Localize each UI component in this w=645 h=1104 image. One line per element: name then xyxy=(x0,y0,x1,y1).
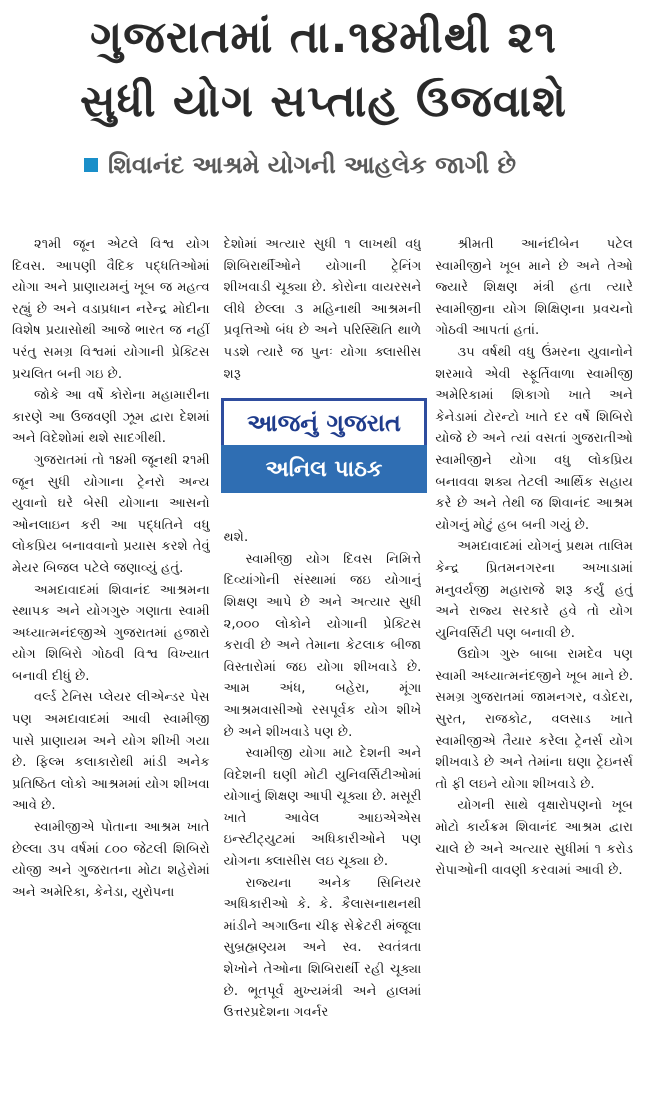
headline-line-2: સુધી યોગ સપ્તાહ ઉજવાશે xyxy=(80,76,567,127)
paragraph: અમદાવાદમાં યોગનું પ્રથમ તાલિમ કેન્દ્ર પ્રિતમનગરના અખાડામાં મનુવર્યજી મહારાજે શરૂ કર્યું હતું અને રાજ્ય સરકારે હવે તો યોગ યુનિવર્સિટી પણ બનાવી છે. xyxy=(435,539,634,641)
paragraph: જોકે આ વર્ષે કોરોના મહામારીના કારણે આ ઉજવણી ઝૂમ દ્વારા દેશમાં અને વિદેશોમાં થશે સાદગીથી. xyxy=(12,388,210,447)
subheadline-text: શિવાનંદ આશ્રમે યોગની આહલેક જાગી છે xyxy=(108,151,517,179)
paragraph: સ્વામીજી યોગા માટે દેશની અને વિદેશની ઘણી મોટી યુનિવર્સિટીઓમાં યોગાનું શિક્ષણ આપી ચૂક્યા છે. મસૂરી ખાતે આવેલ આઇએએસ ઇન્સ્ટીટ્યુટમાં અધિકારીઓને પણ યોગના ક્લાસીસ લઇ ચૂક્યા છે. xyxy=(223,746,422,870)
subheadline xyxy=(84,148,633,182)
column-title: આજનું ગુજરાત xyxy=(221,398,427,445)
paragraph: વર્લ્ડ ટેનિસ પ્લેયર લીએન્ડર પેસ પણ અમદાવાદમાં આવી સ્વામીજી પાસે પ્રાણાયમ અને યોગ શીખી ગયા છે. ફિલ્મ કલાકારોથી માંડી અનેક પ્રતિષ્ઠિત લોકો આશ્રમમાં યોગ શીખવા આવે છે. xyxy=(12,690,210,814)
article-columns xyxy=(12,234,633,1094)
paragraph: શ્રીમતી આનંદીબેન પટેલ સ્વામીજીને ખૂબ માને છે અને તેઓ જ્યારે શિક્ષણ મંત્રી હતા ત્યારે સ્વામીજીના યોગ શિક્ષિણના પ્રવચનો ગોઠવી આપતાં હતાં. xyxy=(435,237,634,339)
paragraph: રાજ્યના અનેક સિનિયર અધિકારીઓ કે. કે. કૈલાસનાથનથી માંડીને અગાઉના ચીફ સેક્રેટરી મંજૂલા સુબ્રહ્મણ્યમ અને સ્વ. સ્વતંત્રતા શેખોને તેઓના શિબિરાર્થી રહી ચૂક્યા છે. ભૂતપૂર્વ મુખ્યમંત્રી અને હાલમાં ઉત્તરપ્રદેશના ગવર્નર xyxy=(223,875,422,1021)
paragraph: યોગની સાથે વૃક્ષારોપણનો ખૂબ મોટો કાર્યક્રમ શિવાનંદ આશ્રમ દ્વારા ચાલે છે અને અત્યાર સુધીમાં ૧ કરોડ રોપાઓની વાવણી કરવામાં આવી છે. xyxy=(435,798,634,879)
paragraph: ઉદ્યોગ ગુરુ બાબા રામદેવ પણ સ્વામી અધ્યાત્મનંદજીને ખૂબ માને છે. સમગ્ર ગુજરાતમાં જામનગર, વડોદરા, સુરત, રાજકોટ, વલસાડ ખાતે સ્વામીજીએ તૈયાર કરેલા ટ્રેનર્સ યોગ શીખવાડે છે અને તેમાંના ઘણા ટ્રેઇનર્સ તો ફી લઇને યોગા શીખવાડે છે. xyxy=(435,647,634,792)
headline xyxy=(14,6,633,134)
square-bullet-icon xyxy=(84,158,98,172)
headline-line-1: ગુજરાતમાં તા.૧૪મીથી ૨૧ xyxy=(90,12,557,63)
column-2 xyxy=(224,234,422,1094)
paragraph: સ્વામીજી યોગ દિવસ નિમિત્તે દિવ્યાંગોની સંસ્થામાં જઇ યોગાનું શિક્ષણ આપે છે અને અત્યાર સુધી ૨,૦૦૦ લોકોને યોગાની પ્રેક્ટિસ કરાવી છે અને તેમાના કેટલાક બીજા વિસ્તારોમાં જઇ યોગા શીખવાડે છે. આમ અંધ, બહેરા, મૂંગા આશ્રમવાસીઓ રસપૂર્વક યોગ શીખે છે અને શીખવાડે પણ છે. xyxy=(223,551,422,740)
column-badge xyxy=(221,398,427,496)
paragraph: ગુજરાતમાં તો ૧૪મી જૂનથી ૨૧મી જૂન સુધી યોગાના ટ્રેનરો અન્ય યુવાનો ઘરે બેસી યોગાના આસનો ઓનલાઇન કરી આ પદ્ધતિને વધુ લોકપ્રિય બનાવવાનો પ્રયાસ કરશે તેવું મેયર બિજલ પટેલે જણાવ્યું હતું. xyxy=(12,452,210,576)
column-3 xyxy=(435,234,633,1094)
column-1 xyxy=(12,234,210,1094)
paragraph: ૩૫ વર્ષથી વધુ ઉંમરના યુવાનોને શરમાવે એવી સ્ફૂર્તિવાળા સ્વામીજી અમેરિકામાં શિકાગો ખાતે અને કેનેડામાં ટોરન્ટો ખાતે દર વર્ષે શિબિરો યોજે છે અને ત્યાં વસતાં ગુજરાતીઓ સ્વામીજીને યોગા વધુ લોકપ્રિય બનાવવા શક્ય તેટલી આર્થિક સહાય કરે છે અને તેથી જ શિવાનંદ આશ્રમ યોગનું મોટું હબ બની ગયું છે. xyxy=(435,344,634,533)
paragraph: અમદાવાદમાં શિવાનંદ આશ્રમના સ્થાપક અને યોગગુરુ ગણાતા સ્વામી અધ્યાત્મનંદજીએ ગુજરાતમાં હજારો યોગ શિબિરો ગોઠવી વિશ્વ વિખ્યાત બનાવી દીધું છે. xyxy=(12,582,210,684)
paragraph: સ્વામીજીએ પોતાના આશ્રમ ખાતે છેલ્લા ૩૫ વર્ષમાં ૮૦૦ જેટલી શિબિરો યોજી અને ગુજરાતના મોટા શહેરોમાં અને અમેરિકા, કેનેડા, યુરોપના xyxy=(12,820,210,900)
paragraph: થશે. xyxy=(223,530,249,546)
author-name: અનિલ પાઠક xyxy=(221,445,427,493)
paragraph: દેશોમાં અત્યાર સુધી ૧ લાખથી વધુ શિબિરાર્થીઓને યોગાની ટ્રેનિંગ શીખવાડી ચૂક્યા છે. કોરોના વાયરસને લીધે છેલ્લા ૩ મહિનાથી આશ્રમની પ્રવૃત્તિઓ બંધ છે અને પરિસ્થિતિ થાળે પડશે ત્યારે જ પુનઃ યોગા ક્લાસીસ શરૂ xyxy=(223,237,422,382)
paragraph: ૨૧મી જૂન એટલે વિશ્વ યોગ દિવસ. આપણી વૈદિક પદ્ધતિઓમાં યોગા અને પ્રાણાયમનું ખૂબ જ મહત્વ રહ્યું છે અને વડાપ્રધાન નરેન્દ્ર મોદીના વિશેષ પ્રયાસોથી આજે ભારત જ નહીં પરંતુ સમગ્ર વિશ્વમાં યોગાની પ્રેક્ટિસ પ્રચલિત બની ગઇ છે. xyxy=(12,237,210,382)
